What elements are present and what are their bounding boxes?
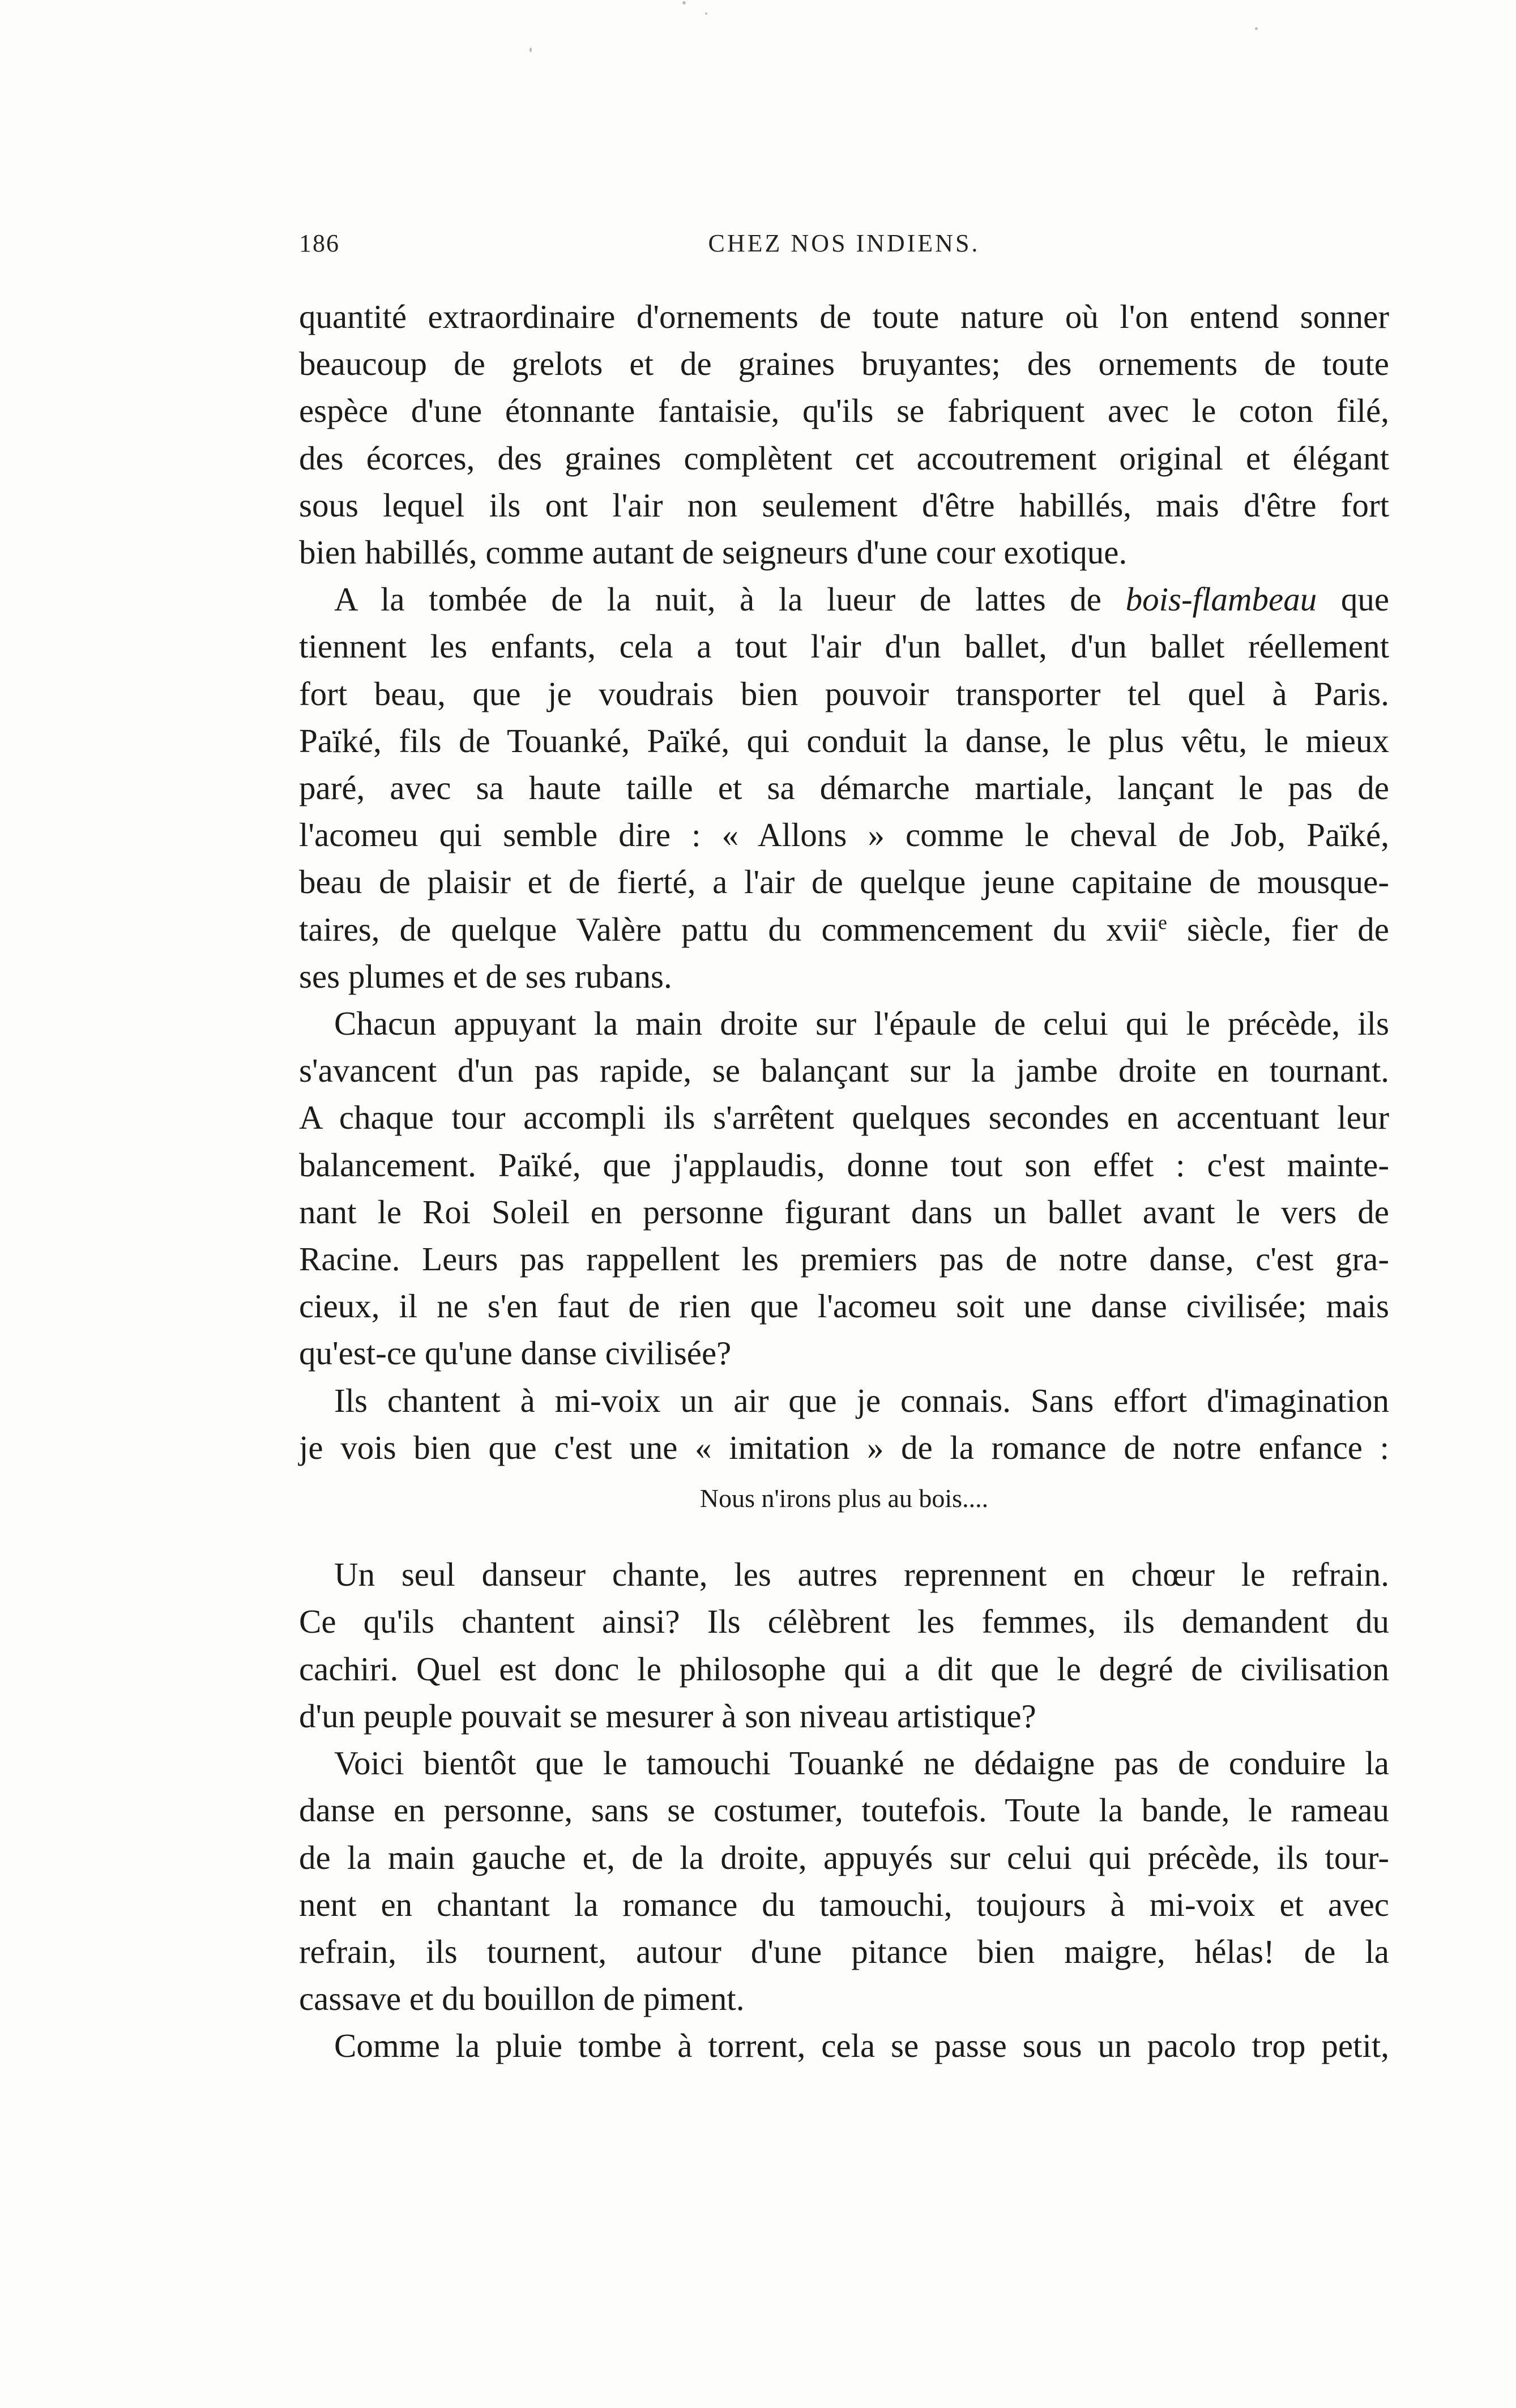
text-line: beau de plaisir et de fierté, a l'air de quelque jeune capitaine de mousque- <box>299 863 1389 901</box>
text-line: Voici bientôt que le tamouchi Touanké ne dédaigne pas de conduire la <box>334 1744 1389 1782</box>
paragraph-1-end <box>299 529 1389 576</box>
text-line: A la tombée de la nuit, à la lueur de lattes de <box>334 580 1126 618</box>
paper-speck <box>705 12 707 15</box>
paper-speck <box>529 48 532 52</box>
text-line: l'acomeu qui semble dire : « Allons » comme le cheval de Job, Païké, <box>299 816 1389 854</box>
superscript: e <box>1158 910 1167 933</box>
text-line: bien habillés, comme autant de seigneurs d'une cour exotique. <box>299 533 1128 571</box>
paper-speck <box>682 1 686 5</box>
text-line: s'avancent d'un pas rapide, se balançant sur la jambe droite en tournant. <box>299 1052 1389 1090</box>
text-line: A chaque tour accompli ils s'arrêtent quelques secondes en accentuant leur <box>299 1099 1389 1137</box>
paragraph-2-end <box>299 953 1389 1000</box>
page-number: 186 <box>299 229 340 257</box>
text-line: paré, avec sa haute taille et sa démarche martiale, lançant le pas de <box>299 769 1389 807</box>
text-line: beaucoup de grelots et de graines bruyantes; des ornements de toute <box>299 345 1389 383</box>
verse-quote: Nous n'irons plus au bois.... <box>699 1484 989 1513</box>
text-line: je vois bien que c'est une « imitation » de la romance de notre enfance : <box>299 1428 1389 1466</box>
text-line: nant le Roi Soleil en personne figurant dans un ballet avant le vers de <box>299 1193 1389 1231</box>
text-line: d'un peuple pouvait se mesurer à son niveau artistique? <box>299 1697 1036 1735</box>
text-line: cassave et du bouillon de piment. <box>299 1980 745 2018</box>
running-head: CHEZ NOS INDIENS. <box>708 229 980 257</box>
paragraph-6 <box>299 1740 1389 1787</box>
text-line: taires, de quelque Valère pattu du commencement du xvii <box>299 910 1159 948</box>
paper-speck <box>1255 27 1258 30</box>
paragraph-3 <box>299 1000 1389 1047</box>
text-line: cieux, il ne s'en faut de rien que l'acomeu soit une danse civilisée; mais <box>299 1287 1389 1325</box>
text-line: que <box>1317 580 1390 618</box>
text-line: quantité extraordinaire d'ornements de toute nature où l'on entend sonner <box>299 298 1389 335</box>
paragraph-7 <box>299 2022 1389 2069</box>
paragraph-2-cont <box>299 623 1389 906</box>
paragraph-3-end <box>299 1330 1389 1377</box>
text-line: Ce qu'ils chantent ainsi? Ils célèbrent les femmes, ils demandent du <box>299 1603 1389 1641</box>
text-line: balancement. Païké, que j'applaudis, donne tout son effet : c'est mainte- <box>299 1146 1389 1184</box>
text-line: Un seul danseur chante, les autres reprennent en chœur le refrain. <box>334 1556 1389 1594</box>
text-line: Chacun appuyant la main droite sur l'épaule de celui qui le précède, ils <box>334 1005 1389 1043</box>
paragraph-5-cont <box>299 1598 1389 1692</box>
text-line: cachiri. Quel est donc le philosophe qui a dit que le degré de civilisation <box>299 1650 1389 1688</box>
paragraph-2 <box>299 576 1389 623</box>
text-line: ses plumes et de ses rubans. <box>299 957 672 995</box>
text-line: Racine. Leurs pas rappellent les premiers pas de notre danse, c'est gra- <box>299 1240 1389 1278</box>
italic-term: bois-flambeau <box>1125 580 1317 618</box>
text-line: nent en chantant la romance du tamouchi, toujours à mi-voix et avec <box>299 1885 1389 1923</box>
text-line: Ils chantent à mi-voix un air que je connais. Sans effort d'imagination <box>334 1381 1389 1419</box>
text-line: des écorces, des graines complètent cet accoutrement original et élégant <box>299 439 1389 477</box>
text-line: refrain, ils tournent, autour d'une pitance bien maigre, hélas! de la <box>299 1932 1389 1970</box>
paragraph-4-end <box>299 1424 1389 1471</box>
text-line: Païké, fils de Touanké, Païké, qui conduit la danse, le plus vêtu, le mieux <box>299 721 1389 759</box>
page-header <box>299 229 1389 268</box>
text-line: espèce d'une étonnante fantaisie, qu'ils se fabriquent avec le coton filé, <box>299 392 1389 430</box>
text-line: danse en personne, sans se costumer, toutefois. Toute la bande, le rameau <box>299 1791 1389 1829</box>
text-line: sous lequel ils ont l'air non seulement d'être habillés, mais d'être fort <box>299 486 1389 524</box>
paragraph-5 <box>299 1551 1389 1598</box>
paragraph-3-cont <box>299 1047 1389 1330</box>
paragraph-4 <box>299 1377 1389 1424</box>
paragraph-1 <box>299 293 1389 529</box>
paragraph-5-end <box>299 1693 1389 1740</box>
paragraph-2-century-line <box>299 906 1389 953</box>
text-line: qu'est-ce qu'une danse civilisée? <box>299 1334 732 1372</box>
text-line: de la main gauche et, de la droite, appuyés sur celui qui précède, ils tour- <box>299 1838 1389 1876</box>
text-line: fort beau, que je voudrais bien pouvoir transporter tel quel à Paris. <box>299 674 1389 712</box>
paragraph-6-cont <box>299 1787 1389 1975</box>
paragraph-6-end <box>299 1975 1389 2022</box>
text-line: tiennent les enfants, cela a tout l'air d'un ballet, d'un ballet réellement <box>299 627 1389 665</box>
text-line: Comme la pluie tombe à torrent, cela se passe sous un pacolo trop petit, <box>334 2027 1389 2065</box>
body-text <box>299 293 1389 2070</box>
text-line: siècle, fier de <box>1167 910 1389 948</box>
